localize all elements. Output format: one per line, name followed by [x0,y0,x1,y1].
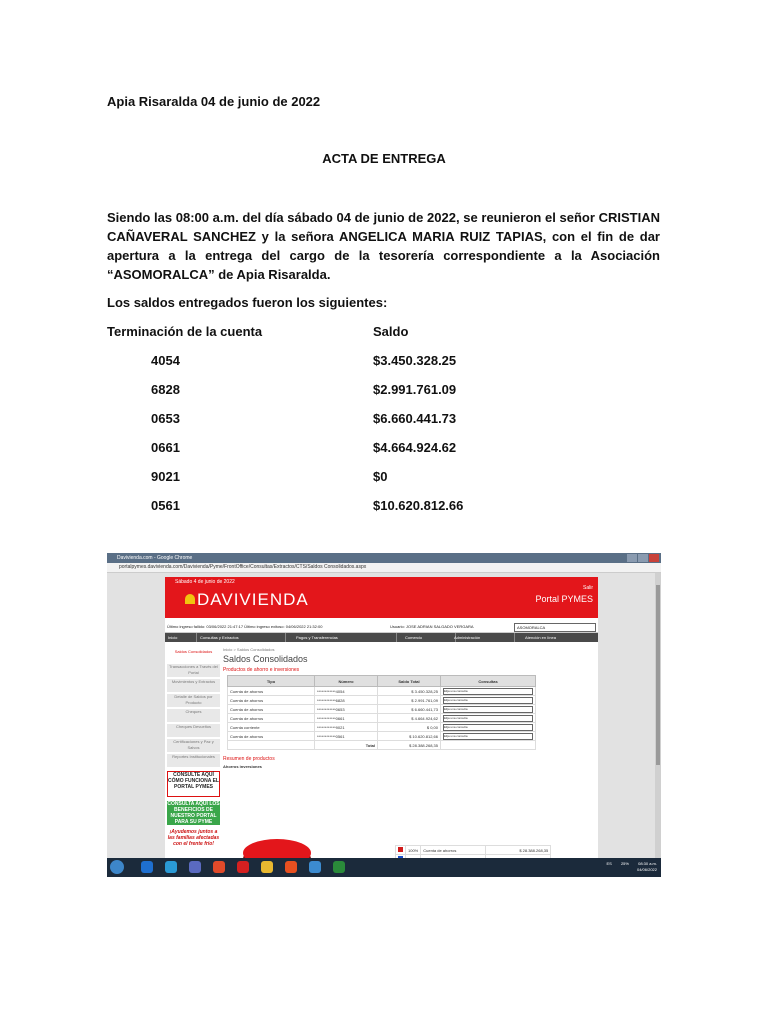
query-select[interactable]: Elija una consulta [443,724,533,731]
portal-banner [165,577,598,618]
breadcrumb[interactable]: Inicio > Saldos Consolidados [223,647,275,652]
summary-header: Resumen de productos [223,756,275,762]
store-icon[interactable] [165,861,177,873]
body-paragraph: Siendo las 08:00 a.m. del día sábado 04 de junio de 2022, se reunieron el señor CRISTIAN CAÑAVERAL SANCHEZ y la señora ANGELICA MARIA RUIZ TAPIAS, con el fin de dar apertura a la entrega del cargo de la tesorería correspondiente a la Asociación “ASOMORALCA” de Apia Risaralda. [107,210,660,282]
account-ending: 0661 [151,440,180,455]
cell-balance: $ 3.450.328,25 [378,687,441,696]
sidebar [167,649,220,853]
cell-balance: $ 10.620.812,66 [378,732,441,741]
window-title: Davivienda.com - Google Chrome [117,555,193,561]
tray-time: 08:30 a.m. [638,861,657,866]
portal-name: Portal PYMES [535,594,593,604]
account-balance: $4.664.924.62 [373,440,457,455]
summary-value: $ 28.388.268,35 [486,846,551,855]
sidebar-item[interactable]: Certificaciones y Paz y Salvos [167,739,220,752]
section-title: Saldos Consolidados [223,654,308,664]
account-ending: 0653 [151,411,180,426]
cell-type: Cuenta de ahorros [228,696,315,705]
session-info-bar [165,622,598,633]
place-date: Apia Risaralda 04 de junio de 2022 [107,94,321,109]
file-explorer-icon[interactable] [261,861,273,873]
account-ending: 6828 [151,382,180,397]
excel-icon[interactable] [333,861,345,873]
cell-number: ************0561 [315,732,378,741]
cell-balance: $ 2.991.761,09 [378,696,441,705]
account-balance: $3.450.328.25 [373,353,457,368]
cell-number: ************0661 [315,714,378,723]
tray-battery: 25% [620,861,629,866]
balances-intro: Los saldos entregados fueron los siguientes: [107,295,388,310]
user-label: Usuario: JOSE ADRIAN SALGADO VERGARA [390,624,474,629]
cell-number: ************9021 [315,723,378,732]
menu-item[interactable]: Administración [451,633,515,642]
column-header: Número [315,676,378,687]
main-content [223,647,595,769]
menu-item[interactable]: Inicio [165,633,197,642]
account-ending: 4054 [151,353,180,368]
menu-item[interactable]: Atención en línea [525,635,556,640]
last-login: Último ingreso fallido: 03/06/2022 21:47:17 Último ingreso exitoso: 04/06/2022 21:32:00 [167,624,323,629]
menu-item[interactable]: Comercio [397,633,456,642]
sidebar-item[interactable]: Saldos Consolidados [167,649,220,662]
logout-link[interactable]: Salir [582,585,593,591]
banner-date: Sábado 4 de junio de 2022 [175,579,235,585]
cell-number: ************4054 [315,687,378,696]
summary-subheader: Ahorros inversiones [223,764,262,769]
menu-item[interactable]: Pagos y Transferencias [286,633,397,642]
query-select[interactable]: Elija una consulta [443,715,533,722]
promo-banner[interactable]: ¡Ayudemos juntos a las familias afectadas con el frente frío! [167,829,220,853]
tray-language: ES [606,861,612,866]
summary-label: Cuenta de ahorros [421,846,486,855]
cell-balance: $ 0,00 [378,723,441,732]
account-balance: $10.620.812.66 [373,498,464,513]
windows-start-icon[interactable] [110,860,124,874]
vertical-scrollbar[interactable] [655,573,661,858]
column-header: Saldo Total [378,676,441,687]
account-ending: 0561 [151,498,180,513]
house-icon [185,594,195,604]
davivienda-logo [183,590,309,610]
column-header: Tipo [228,676,315,687]
cell-number: ************0653 [315,705,378,714]
cell-type: Cuenta de ahorros [228,714,315,723]
query-select[interactable]: Elija una consulta [443,733,533,740]
promo-banner[interactable]: CONSULTA AQUÍ LOS BENEFICIOS DE NUESTRO PORTAL PARA SU PYME [167,801,220,825]
address-bar[interactable] [107,563,661,573]
browser-titlebar [107,553,661,563]
summary-row [396,846,551,855]
table-row [228,696,536,705]
query-select[interactable]: Elija una consulta [443,688,533,695]
total-label: Total [315,741,378,750]
menu-item[interactable]: Consultas y Extractos [197,633,286,642]
minimize-icon[interactable] [627,554,637,562]
table-row [228,687,536,696]
cell-type: Cuenta de ahorros [228,732,315,741]
cell-type: Cuenta corriente [228,723,315,732]
firefox-icon[interactable] [309,861,321,873]
logo-text: DAVIVIENDA [197,590,309,609]
promo-banner[interactable]: CONSULTE AQUÍ CÓMO FUNCIONA EL PORTAL PYMES [167,771,220,797]
scrollbar-thumb[interactable] [656,585,660,765]
sidebar-item[interactable]: Reportes Institucionales [167,754,220,767]
account-ending: 9021 [151,469,180,484]
system-tray [606,861,657,873]
summary-pct: 100% [406,846,421,855]
table-row [228,705,536,714]
cell-type: Cuenta de ahorros [228,687,315,696]
sidebar-item[interactable]: Movimientos y Extractos [167,679,220,692]
media-player-icon[interactable] [189,861,201,873]
account-balance: $6.660.441.73 [373,411,457,426]
windows-taskbar [107,858,661,877]
column-header: Consultas [441,676,536,687]
products-header: Productos de ahorro e inversiones [223,667,300,673]
balance-header: Saldo [373,324,409,339]
legend-swatch [398,847,403,852]
table-row [228,723,536,732]
chrome-icon[interactable] [213,861,225,873]
total-row [228,741,536,750]
balances-table [227,675,536,750]
browser-viewport [107,573,655,858]
office-icon[interactable] [285,861,297,873]
total-value: $ 28.388.268,35 [378,741,441,750]
portal-page [165,577,598,858]
youtube-icon[interactable] [237,861,249,873]
query-select[interactable]: Elija una consulta [443,706,533,713]
sidebar-item[interactable]: Cheques Devueltos [167,724,220,737]
cell-balance: $ 6.660.441,73 [378,705,441,714]
account-balance: $0 [373,469,388,484]
tray-date: 04/06/2022 [636,867,657,872]
close-icon[interactable] [649,554,659,562]
url-text: portalpymes.davivienda.com/Davivienda/Pyme/FrontOffice/Consultas/Extractos/CTS/Saldos Consolidados.aspx [119,564,367,570]
cell-type: Cuenta de ahorros [228,705,315,714]
maximize-icon[interactable] [638,554,648,562]
sidebar-item[interactable]: Detalle de Saldos por Producto [167,694,220,707]
cell-number: ************6828 [315,696,378,705]
query-select[interactable]: Elija una consulta [443,697,533,704]
document-title: ACTA DE ENTREGA [322,151,446,166]
table-row [228,714,536,723]
internet-explorer-icon[interactable] [141,861,153,873]
cell-balance: $ 4.664.924,62 [378,714,441,723]
account-header: Terminación de la cuenta [107,324,263,339]
account-balance: $2.991.761.09 [373,382,457,397]
sidebar-item[interactable]: Cheques [167,709,220,722]
main-menu [165,633,598,642]
bank-portal-screenshot [107,553,661,877]
company-select[interactable]: ASOMORALCA [514,623,596,632]
table-row [228,732,536,741]
sidebar-item[interactable]: Transacciones a Través del Portal [167,664,220,677]
